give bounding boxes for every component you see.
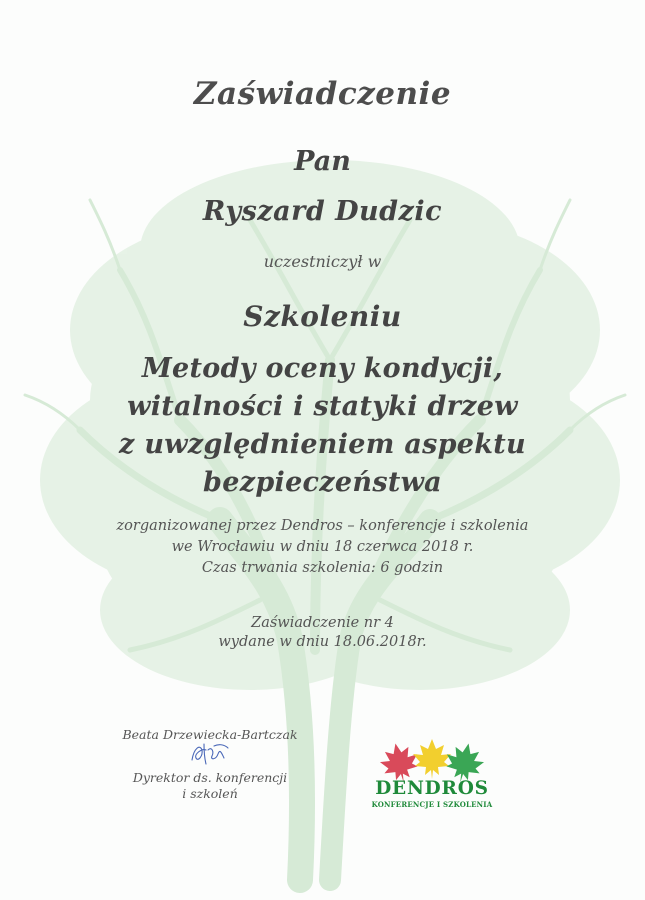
issue-date: wydane w dniu 18.06.2018r.: [218, 634, 427, 650]
recipient-name: Ryszard Dudzic: [202, 196, 443, 227]
course-title-line: witalności i statyki drzew: [127, 391, 518, 422]
course-title-line: z uwzględnieniem aspektu: [119, 429, 526, 460]
event-details: [0, 516, 645, 579]
organizer-line: zorganizowanej przez Dendros – konferencje i szkolenia: [116, 518, 529, 534]
signatory-role-line: Dyrektor ds. konferencji: [132, 770, 288, 785]
signatory-role-line: i szkoleń: [182, 786, 238, 801]
course-title: [0, 350, 645, 502]
course-title-line: bezpieczeństwa: [203, 467, 442, 498]
event-type: Szkoleniu: [243, 300, 402, 333]
signatory-role: [110, 770, 310, 802]
salutation: Pan: [294, 146, 351, 177]
certificate-title: Zaświadczenie: [193, 76, 452, 112]
logo-name: DENDROS: [375, 778, 489, 799]
duration-line: Czas trwania szkolenia: 6 godzin: [201, 560, 444, 576]
logo-tagline: KONFERENCJE I SZKOLENIA: [371, 800, 493, 809]
handwritten-signature-icon: [188, 740, 232, 768]
course-title-line: Metody oceny kondycji,: [141, 353, 504, 384]
signatory-name: Beata Drzewiecka-Bartczak: [122, 727, 298, 742]
certificate-number: Zaświadczenie nr 4: [251, 615, 394, 631]
location-date-line: we Wrocławiu w dniu 18 czerwca 2018 r.: [171, 539, 474, 555]
participation-text: uczestniczył w: [263, 252, 382, 271]
certificate-info: [0, 614, 645, 652]
